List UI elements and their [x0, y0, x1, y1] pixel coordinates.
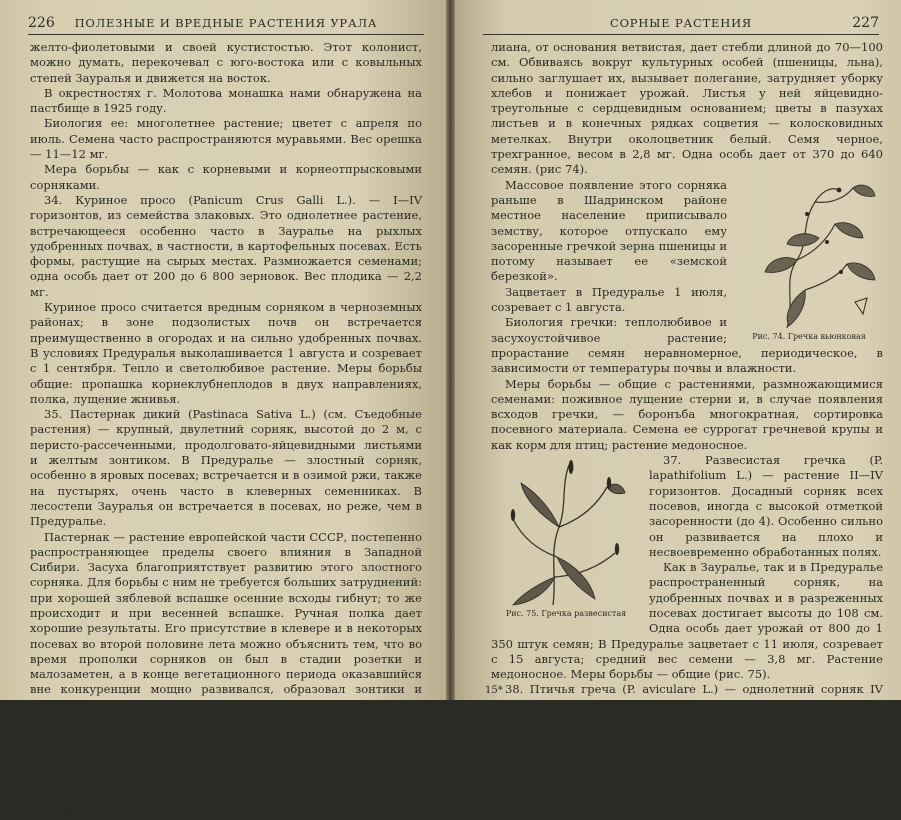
left-page	[0, 0, 446, 819]
left-page-number: 226	[28, 15, 55, 31]
figure-74	[735, 180, 883, 342]
figure-75	[491, 457, 641, 619]
left-running-head	[28, 14, 424, 35]
right-running-head	[483, 14, 879, 35]
left-running-title: ПОЛЕЗНЫЕ И ВРЕДНЫЕ РАСТЕНИЯ УРАЛА	[74, 16, 378, 30]
knotweed-illustration	[491, 457, 641, 607]
paragraph: Биология гречки: теплолюбивое и засухоустойчивое растение; прорастание семян неравномерное, периодическое, в зависимости от температуры почвы и влажности.	[491, 315, 883, 376]
paragraph: Как в Зауралье, так и в Предуралье распространенный сорняк, на удобренных почвах и в разреженных посевах достигает высоты до 108 см. Одна особь дает урожай от 800 до 1 350 штук семян; В Предуралье зацветает с 11 июля, созревает с 15 августа; средний вес семени — 3,8 мг. Растение медоносное. Меры борьбы — общие (рис. 75).	[491, 560, 883, 682]
paragraph: Мера борьбы — как с корневыми и корнеотпрысковыми сорняками.	[30, 162, 422, 192]
paragraph: 34. Куриное просо (Panicum Crus Galli L.). — I—IV горизонтов, из семейства злаковых. Это однолетнее растение, встречающееся особенно часто в Зауралье на рыхлых удобренных почвах, в частности, в картофельных посевах. Есть формы, растущие на сырых местах. Размножается семенами; одна особь дает от 200 до 6 800 зерновок. Вес плодика — 2,2 мг.	[30, 192, 422, 299]
paragraph: желто-фиолетовыми и своей кустистостью. Этот колонист, можно думать, перекочевал с юго-востока или с ковыльных степей Зауралья и движется на восток.	[30, 40, 422, 85]
paragraph: Биология ее: многолетнее растение; цветет с апреля по июль. Семена часто распространяются муравьями. Вес орешка — 11—12 мг.	[30, 116, 422, 162]
paragraph: Меры борьбы — общие с растениями, размножающимися семенами: поживное лущение стерни и, в случае появления всходов гречки, — боронъба многократная, сортировка посевного материала. Семена ее суррогат гречневой крупы и как корм для птиц; растение медоносное.	[491, 376, 883, 452]
paragraph: Зацветает с 17 июля и с 27 августа в Предуралье созревает.	[44, 743, 413, 758]
figure-75-caption: Рис. 75. Гречка развесистая	[505, 609, 627, 619]
signature-mark: 15*	[485, 685, 503, 696]
paragraph: Массовое появление этого сорняка раньше в Шадринском районе местное население приписывало земству, которое отпускало ему засоренные гречкой зерна пшеницы и потому называет ее «земской березкой».	[491, 177, 727, 284]
paragraph: Пастернак — растение европейской части СССР, постепенно распространяющее пределы своего влияния в Западной Сибири. Засуха благоприятствует развитию этого злостного сорняка. Для борьбы с ним не требуется больших затруднений: при хорошей зяблевой вспашке осенние всходы гибнут; то же происходит и при весенней вспашке. Ручная полка дает хорошие результаты. Его присутствие в клевере и в некоторых посевах во второй половине лета можно объяснить тем, что во время прополки сорняков он был в стадии розетки и малозаметен, а в конце вегетационного периода оказавшийся вне конкуренции мощно развивался, образовал зонтики и произвел массу плодов. Зная биологию пастернака, можно уничтожить его легко и быстро. Лучшая мера борьбы — ручная полка в первой половине лета с подрезкой корней.	[30, 529, 422, 743]
paragraph: 36. Гречка вьюнковая (Polygonum convolvulus L.), из семейства гречишных — одна из самых обременительных яровых сорных трав Зауралья и меньше — Предуралья. Эта вьющаяся	[30, 758, 422, 819]
book-gutter	[446, 0, 455, 700]
right-page	[455, 0, 901, 743]
right-body-text	[491, 40, 883, 744]
left-body-text	[30, 40, 422, 820]
right-page-number: 227	[852, 15, 879, 31]
paragraph: 35. Пастернак дикий (Pastinaca Sativa L.) (см. Съедобные растения) — крупный, двулетний сорняк, высотой до 2 м, с перисто-рассеченными, продолговато-яйцевидными листьями и желтым зонтиком. В Предуралье — злостный сорняк, особенно в яровых посевах; встречается и в озимой ржи, также на пустырях, очень часто в клеверных семенниках. В лесостепи Зауралья он встречается в посевах, но реже, чем в Предуралье.	[30, 407, 422, 529]
paragraph: лиана, от основания ветвистая, дает стебли длиной до 70—100 см. Обвиваясь вокруг культурных особей (пшеницы, льна), сильно заглушает их, вызывает полегание, затрудняет уборку хлебов и понижает урожай. Листья у ней яйцевидно-треугольные с сердцевидным основанием; цветы в пазухах листьев и в конечных рядках соцветия — колосковидных метелках. Внутри околоцветник белый. Семя черное, трехгранное, весом в 2,8 мг. Одна особь дает от 370 до 640 семян. (рис 74).	[491, 40, 883, 177]
paragraph: Куриное просо считается вредным сорняком в черноземных районах; в зоне подзолистых почв он встречается преимущественно в огородах и на сильно удобренных почвах. В условиях Предуралья выколашивается 1 августа и созревает с 1 сентября. Тепло и светолюбивое растение. Меры борьбы общие: пропашка корнеклубнеплодов в двух направлениях, полка, лущение жнивья.	[30, 300, 422, 406]
right-running-title: СОРНЫЕ РАСТЕНИЯ	[609, 16, 752, 30]
paragraph: Зацветает в Предуралье 1 июля, созревает с 1 августа.	[491, 284, 727, 315]
figure-74-caption: Рис. 74. Гречка вьюнковая	[752, 331, 866, 341]
bindweed-illustration	[735, 180, 883, 330]
paragraph: 38. Птичья греча (P. aviculare L.) — однолетний сорняк IV горизонта, наиболее распространенная стелющаяся форма. Растет во всех посевах, частично в огородах, особенно у проселоч-	[491, 682, 883, 743]
paragraph: В окрестностях г. Молотова монашка нами обнаружена на пастбище в 1925 году.	[30, 85, 422, 116]
paragraph: 37. Развесистая гречка (P. lapathifolium L.) — растение II—IV горизонтов. Досадный сорняк всех посевов, иногда с высокой отметкой засоренности (до 4). Особенно сильно он развивается на плохо и несвоевременно обработанных полях.	[649, 453, 883, 559]
